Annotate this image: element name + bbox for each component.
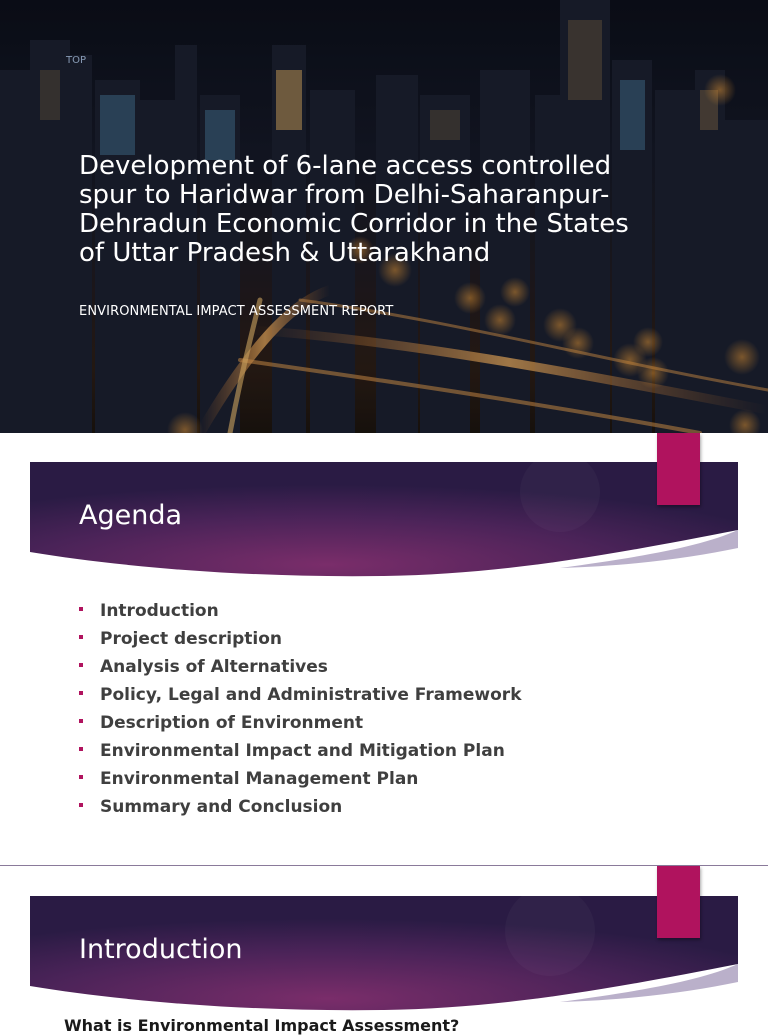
bullet-icon: [79, 663, 83, 667]
introduction-slide: [0, 866, 768, 1035]
bullet-icon: [79, 803, 83, 807]
list-item: Project description: [79, 629, 522, 657]
bullet-icon: [79, 775, 83, 779]
list-item: Environmental Management Plan: [79, 769, 522, 797]
agenda-heading: Agenda: [79, 500, 183, 531]
introduction-heading: Introduction: [79, 934, 243, 965]
bullet-icon: [79, 747, 83, 751]
agenda-slide: [0, 433, 768, 865]
bullet-icon: [79, 635, 83, 639]
list-item: Introduction: [79, 601, 522, 629]
bullet-icon: [79, 607, 83, 611]
list-item: Policy, Legal and Administrative Framework: [79, 685, 522, 713]
intro-question: What is Environmental Impact Assessment?: [64, 1016, 460, 1035]
title-slide: [0, 0, 768, 433]
presentation-subtitle: ENVIRONMENTAL IMPACT ASSESSMENT REPORT: [79, 304, 394, 319]
agenda-list: [79, 601, 522, 825]
accent-tab: [657, 433, 700, 505]
presentation-title: Development of 6-lane access controlled spur to Haridwar from Delhi-Saharanpur-Dehradun Economic Corridor in the States of Uttar Pradesh & Uttarakhand: [79, 151, 629, 268]
list-item: Description of Environment: [79, 713, 522, 741]
list-item: Environmental Impact and Mitigation Plan: [79, 741, 522, 769]
introduction-banner: [0, 896, 768, 1016]
bullet-icon: [79, 691, 83, 695]
agenda-banner: [0, 462, 768, 582]
accent-tab: [657, 866, 700, 938]
list-item: Analysis of Alternatives: [79, 657, 522, 685]
list-item: Summary and Conclusion: [79, 797, 522, 825]
building-sign: TOP: [66, 55, 87, 66]
bullet-icon: [79, 719, 83, 723]
